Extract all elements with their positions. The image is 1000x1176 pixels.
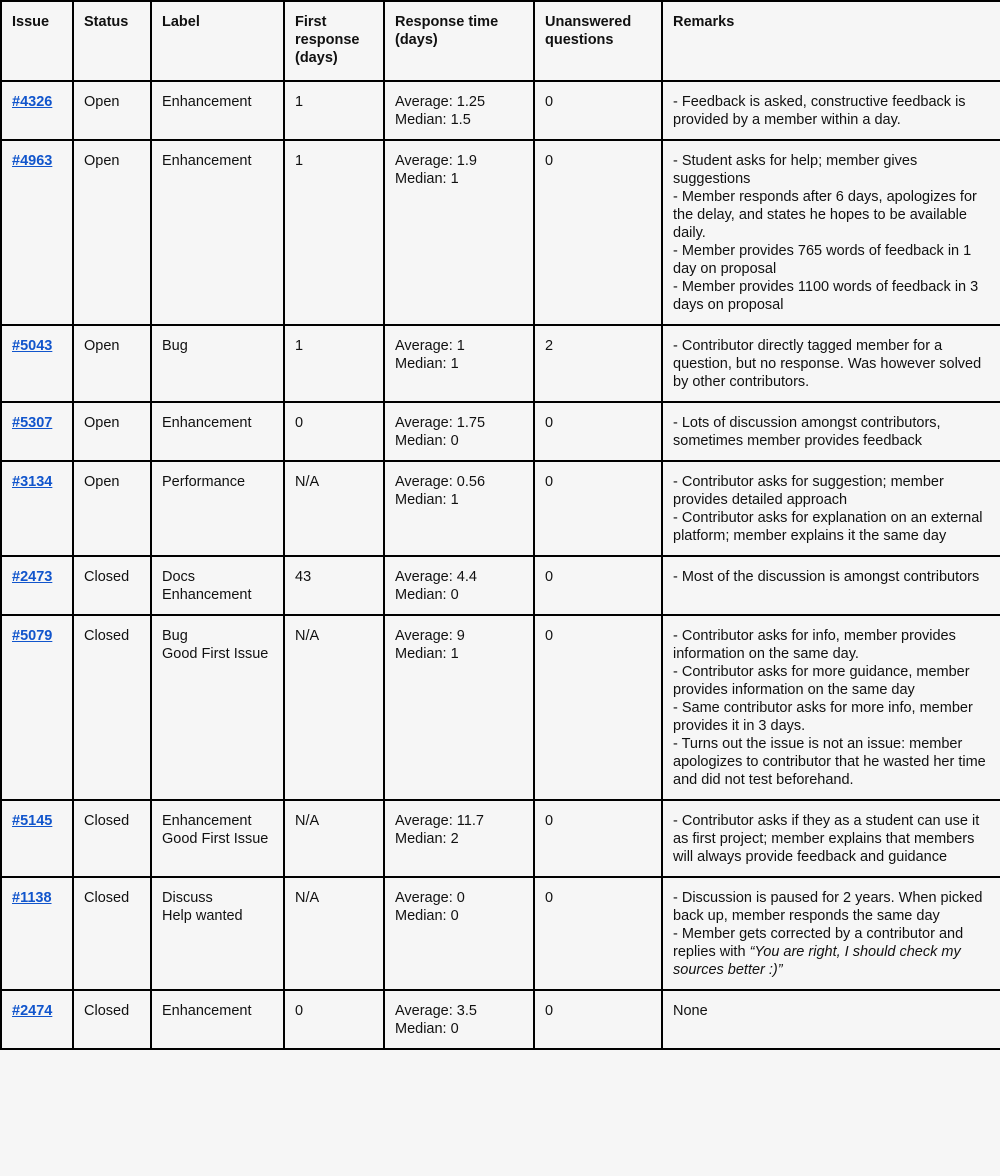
remarks-cell [662, 140, 1000, 325]
issue-cell [1, 461, 73, 556]
response-median: Median: 0 [395, 433, 459, 449]
issue-cell [1, 402, 73, 461]
response-time-cell [384, 140, 534, 325]
remarks-cell [662, 461, 1000, 556]
first-response-cell: 1 [284, 140, 384, 325]
remarks-cell [662, 800, 1000, 877]
header-unanswered-questions: Unanswered questions [534, 1, 662, 81]
remark-line: - Contributor asks for explanation on an external platform; member explains it the same day [673, 510, 983, 544]
unanswered-cell: 0 [534, 556, 662, 615]
unanswered-cell: 0 [534, 877, 662, 990]
label-text: Discuss [162, 890, 213, 906]
issue-cell [1, 81, 73, 140]
response-median: Median: 1 [395, 646, 459, 662]
issue-cell [1, 615, 73, 800]
status-cell: Open [73, 461, 151, 556]
label-text: Enhancement [162, 153, 252, 169]
table-row [1, 990, 1000, 1049]
first-response-cell: 43 [284, 556, 384, 615]
remarks-cell [662, 615, 1000, 800]
issue-link[interactable]: #2474 [12, 1003, 53, 1019]
issue-link[interactable]: #5307 [12, 415, 53, 431]
table-row [1, 402, 1000, 461]
label-text: Good First Issue [162, 831, 269, 847]
remark-line: - Discussion is paused for 2 years. When picked back up, member responds the same day [673, 890, 983, 924]
table-row [1, 81, 1000, 140]
issue-link[interactable]: #5145 [12, 813, 53, 829]
unanswered-cell: 0 [534, 990, 662, 1049]
unanswered-cell: 0 [534, 461, 662, 556]
remark-line: - Student asks for help; member gives suggestions [673, 153, 918, 187]
header-remarks: Remarks [662, 1, 1000, 81]
status-cell: Open [73, 81, 151, 140]
remark-line: - Member provides 1100 words of feedback in 3 days on proposal [673, 279, 979, 313]
remark-line: - Contributor asks for info, member provides information on the same day. [673, 628, 956, 662]
remark-line [673, 925, 990, 979]
issue-link[interactable]: #5079 [12, 628, 53, 644]
unanswered-cell: 0 [534, 402, 662, 461]
issue-cell [1, 325, 73, 402]
label-text: Enhancement [162, 415, 252, 431]
header-first-response: First response (days) [284, 1, 384, 81]
remark-line: - Same contributor asks for more info, member provides it in 3 days. [673, 700, 973, 734]
remark-line: - Member responds after 6 days, apologizes for the delay, and states he hopes to be available daily. [673, 189, 977, 241]
issue-link[interactable]: #4326 [12, 94, 53, 110]
header-label: Label [151, 1, 284, 81]
first-response-cell: N/A [284, 877, 384, 990]
table-header-row [1, 1, 1000, 81]
response-time-cell [384, 800, 534, 877]
response-time-cell [384, 615, 534, 800]
status-cell: Open [73, 325, 151, 402]
header-issue: Issue [1, 1, 73, 81]
issue-link[interactable]: #4963 [12, 153, 53, 169]
first-response-cell: N/A [284, 461, 384, 556]
table-row [1, 325, 1000, 402]
response-average: Average: 0.56 [395, 474, 486, 490]
first-response-cell: 0 [284, 402, 384, 461]
label-text: Docs [162, 569, 196, 585]
issue-link[interactable]: #5043 [12, 338, 53, 354]
unanswered-cell: 2 [534, 325, 662, 402]
remarks-cell [662, 325, 1000, 402]
response-average: Average: 1.25 [395, 94, 486, 110]
response-time-cell [384, 461, 534, 556]
remark-quote: “You are right, I should check my sources better :)” [673, 944, 961, 978]
header-response-time: Response time (days) [384, 1, 534, 81]
issue-cell [1, 140, 73, 325]
first-response-cell: 1 [284, 81, 384, 140]
table-row [1, 140, 1000, 325]
issue-cell [1, 990, 73, 1049]
response-time-cell [384, 325, 534, 402]
response-median: Median: 1 [395, 356, 459, 372]
table-row [1, 800, 1000, 877]
status-cell: Closed [73, 800, 151, 877]
label-cell [151, 81, 284, 140]
label-text: Good First Issue [162, 646, 269, 662]
issue-link[interactable]: #2473 [12, 569, 53, 585]
label-text: Performance [162, 474, 246, 490]
unanswered-cell: 0 [534, 800, 662, 877]
label-cell [151, 615, 284, 800]
issue-cell [1, 556, 73, 615]
response-time-cell [384, 990, 534, 1049]
label-cell [151, 877, 284, 990]
remark-line: - Contributor directly tagged member for a question, but no response. Was however solved by other contributors. [673, 338, 982, 390]
first-response-cell: 0 [284, 990, 384, 1049]
table-row [1, 461, 1000, 556]
response-time-cell [384, 877, 534, 990]
label-cell [151, 461, 284, 556]
label-cell [151, 325, 284, 402]
table-row [1, 877, 1000, 990]
remark-line: - Contributor asks for more guidance, member provides information on the same day [673, 664, 970, 698]
status-cell: Closed [73, 556, 151, 615]
response-median: Median: 0 [395, 1021, 459, 1037]
issue-cell [1, 877, 73, 990]
header-status: Status [73, 1, 151, 81]
unanswered-cell: 0 [534, 615, 662, 800]
label-text: Help wanted [162, 908, 243, 924]
issue-cell [1, 800, 73, 877]
status-cell: Open [73, 140, 151, 325]
response-average: Average: 9 [395, 628, 465, 644]
issue-link[interactable]: #1138 [12, 890, 52, 906]
status-cell: Open [73, 402, 151, 461]
first-response-cell: 1 [284, 325, 384, 402]
response-average: Average: 3.5 [395, 1003, 477, 1019]
response-time-cell [384, 556, 534, 615]
remark-line: - Contributor asks for suggestion; member provides detailed approach [673, 474, 944, 508]
label-text: Enhancement [162, 1003, 252, 1019]
unanswered-cell: 0 [534, 140, 662, 325]
response-median: Median: 2 [395, 831, 459, 847]
remark-line: - Contributor asks if they as a student can use it as first project; member explains that members will always provide feedback and guidance [673, 813, 980, 865]
label-cell [151, 990, 284, 1049]
label-cell [151, 140, 284, 325]
response-average: Average: 1 [395, 338, 465, 354]
remark-line: - Turns out the issue is not an issue: member apologizes to contributor that he wasted her time and did not test beforehand. [673, 736, 986, 788]
remarks-cell [662, 402, 1000, 461]
remark-line: - Member provides 765 words of feedback in 1 day on proposal [673, 243, 972, 277]
table-row [1, 556, 1000, 615]
response-average: Average: 11.7 [395, 813, 484, 829]
first-response-cell: N/A [284, 615, 384, 800]
first-response-cell: N/A [284, 800, 384, 877]
remarks-cell [662, 877, 1000, 990]
unanswered-cell: 0 [534, 81, 662, 140]
label-cell [151, 402, 284, 461]
remark-line: - Feedback is asked, constructive feedback is provided by a member within a day. [673, 94, 966, 128]
response-average: Average: 0 [395, 890, 465, 906]
label-cell [151, 800, 284, 877]
label-text: Bug [162, 628, 188, 644]
response-median: Median: 1 [395, 171, 459, 187]
issue-link[interactable]: #3134 [12, 474, 53, 490]
label-text: Enhancement [162, 587, 252, 603]
remark-line: - Most of the discussion is amongst contributors [673, 569, 980, 585]
response-time-cell [384, 402, 534, 461]
remark-text: - Member gets corrected by a contributor and replies with [673, 926, 964, 960]
response-median: Median: 0 [395, 587, 459, 603]
response-time-cell [384, 81, 534, 140]
label-text: Enhancement [162, 94, 252, 110]
label-text: Bug [162, 338, 188, 354]
status-cell: Closed [73, 615, 151, 800]
response-average: Average: 1.9 [395, 153, 477, 169]
response-average: Average: 4.4 [395, 569, 477, 585]
label-cell [151, 556, 284, 615]
status-cell: Closed [73, 877, 151, 990]
table-row [1, 615, 1000, 800]
response-median: Median: 1.5 [395, 112, 471, 128]
response-average: Average: 1.75 [395, 415, 486, 431]
status-cell: Closed [73, 990, 151, 1049]
remarks-cell [662, 990, 1000, 1049]
response-median: Median: 1 [395, 492, 459, 508]
label-text: Enhancement [162, 813, 252, 829]
remarks-cell [662, 556, 1000, 615]
response-median: Median: 0 [395, 908, 459, 924]
remark-line: None [673, 1003, 708, 1019]
remarks-cell [662, 81, 1000, 140]
remark-line: - Lots of discussion amongst contributors, sometimes member provides feedback [673, 415, 941, 449]
